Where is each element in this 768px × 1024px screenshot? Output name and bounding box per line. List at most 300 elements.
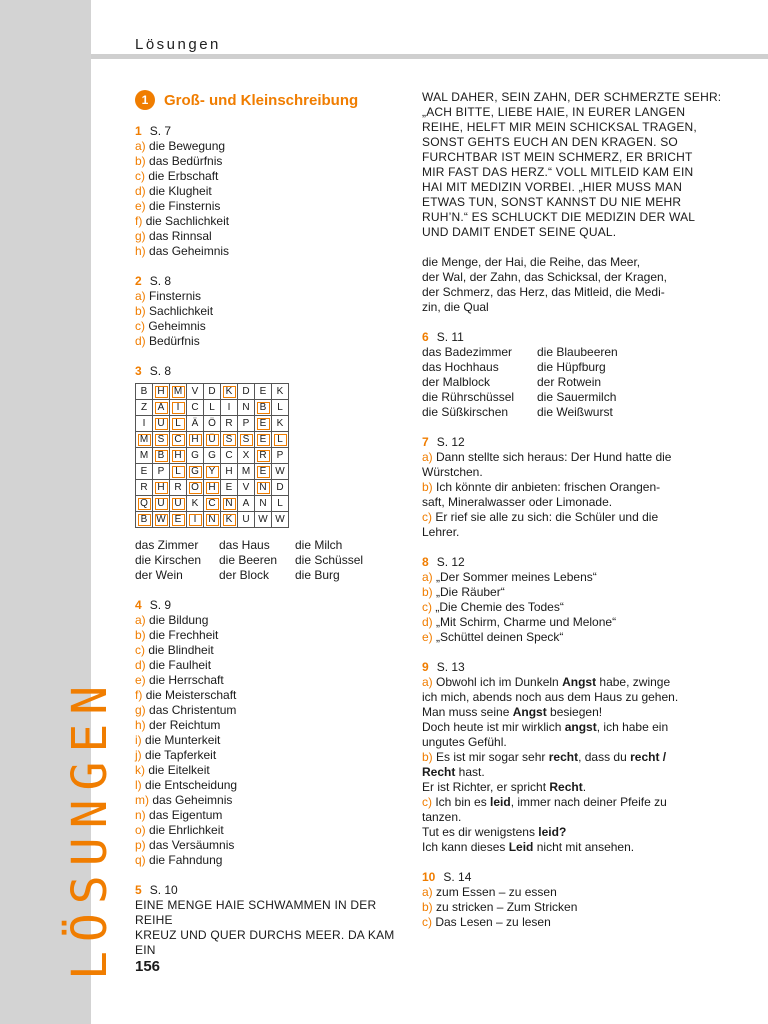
answer-item: [422, 600, 722, 615]
item-label: d): [135, 658, 146, 672]
text: Doch heute ist mir wirklich: [422, 720, 565, 734]
grid-cell: W: [272, 464, 289, 480]
exercise-number: 9: [422, 660, 429, 674]
grid-cell: R: [136, 480, 153, 496]
bold-word: Recht: [422, 765, 456, 779]
exercise-number: 4: [135, 598, 142, 612]
grid-cell: L: [272, 496, 289, 512]
grid-cell: B: [136, 512, 153, 528]
item-label: j): [135, 748, 142, 762]
item-label: e): [135, 673, 146, 687]
grid-cell: L: [272, 432, 289, 448]
grid-cell: M: [136, 432, 153, 448]
item-text: das Versäumnis: [149, 838, 235, 852]
story-line: FURCHTBAR IST MEIN SCHMERZ, ER BRICHT: [422, 150, 693, 164]
item-label: a): [422, 675, 433, 689]
page-ref: S. 8: [149, 274, 172, 288]
right-column: [422, 90, 722, 930]
grid-row: [136, 432, 289, 448]
answer-item: [135, 214, 405, 229]
exercise-1: [135, 124, 405, 259]
item-label: a): [422, 885, 433, 899]
exercise-number: 6: [422, 330, 429, 344]
grid-row: [136, 400, 289, 416]
page-ref: S. 10: [149, 883, 178, 897]
grid-cell: P: [272, 448, 289, 464]
item-text: zum Essen – zu essen: [436, 885, 557, 899]
grid-cell: W: [272, 512, 289, 528]
answer-item: [422, 630, 722, 645]
grid-cell: W: [153, 512, 170, 528]
page-number: 156: [135, 958, 161, 975]
left-column: [135, 90, 405, 958]
text-line: ungutes Gefühl.: [422, 735, 507, 749]
grid-cell: P: [153, 464, 170, 480]
grid-cell: K: [272, 416, 289, 432]
grid-cell: I: [170, 400, 187, 416]
item-text: der Reichtum: [149, 718, 221, 732]
answer-item: [135, 643, 405, 658]
grid-cell: V: [238, 480, 255, 496]
exercise-5-story-continued: [422, 90, 722, 240]
item-label: q): [135, 853, 146, 867]
exercise-2: [135, 274, 405, 349]
answer-item: [135, 184, 405, 199]
grid-cell: N: [255, 496, 272, 512]
item-text: die Ehrlichkeit: [149, 823, 224, 837]
page-ref: S. 8: [149, 364, 172, 378]
solution-word: das Zimmer: [135, 538, 199, 552]
grid-cell: A: [153, 400, 170, 416]
grid-cell: X: [238, 448, 255, 464]
grid-cell: N: [204, 512, 221, 528]
exercise-7: [422, 435, 722, 540]
grid-cell: L: [170, 416, 187, 432]
story-line: SONST GEHTS EUCH AN DEN KRAGEN. SO: [422, 135, 678, 149]
answer-item: [135, 808, 405, 823]
text: habe, zwinge: [596, 675, 671, 689]
grid-cell: Q: [136, 496, 153, 512]
item-label: g): [135, 703, 146, 717]
text: hast.: [455, 765, 485, 779]
bold-word: Angst: [512, 705, 547, 719]
grid-cell: I: [221, 400, 238, 416]
exercise-number: 10: [422, 870, 436, 884]
grid-cell: O: [187, 480, 204, 496]
page-ref: S. 9: [149, 598, 172, 612]
noun-line: der Schmerz, das Herz, das Mitleid, die Medi-: [422, 285, 665, 299]
grid-cell: M: [170, 384, 187, 400]
text: Tut es dir wenigstens: [422, 825, 539, 839]
answer-item: [135, 139, 405, 154]
grid-cell: G: [204, 448, 221, 464]
item-label: c): [422, 795, 432, 809]
answer-item: [422, 915, 722, 930]
item-label: g): [135, 229, 146, 243]
answer-item: [135, 229, 405, 244]
item-label: b): [422, 585, 433, 599]
grid-cell: B: [255, 400, 272, 416]
grid-cell: L: [272, 400, 289, 416]
grid-cell: B: [136, 384, 153, 400]
item-label: f): [135, 214, 143, 228]
item-label: d): [422, 615, 433, 629]
answer-item: [135, 748, 405, 763]
section-title: Groß- und Kleinschreibung: [164, 91, 359, 109]
item-text: die Faulheit: [149, 658, 212, 672]
answer-item: [135, 793, 405, 808]
grid-cell: C: [187, 400, 204, 416]
grid-cell: L: [170, 464, 187, 480]
noun-line: zin, die Qual: [422, 300, 489, 314]
exercise-number: 7: [422, 435, 429, 449]
item-text: die Sachlichkeit: [145, 214, 230, 228]
exercise-number: 3: [135, 364, 142, 378]
compound-word: die Rührschüssel: [422, 390, 515, 404]
story-line: WAL DAHER, SEIN ZAHN, DER SCHMERZTE SEHR:: [422, 90, 722, 104]
grid-cell: Ü: [204, 432, 221, 448]
item-text: die Bewegung: [149, 139, 226, 153]
item-text: die Fahndung: [149, 853, 223, 867]
answer-item: [135, 733, 405, 748]
word-search-grid: [135, 383, 289, 528]
answer-item: [422, 570, 722, 585]
item-text: die Bildung: [149, 613, 209, 627]
item-text: Das Lesen – zu lesen: [435, 915, 551, 929]
exercise-5-nouns: [422, 255, 722, 315]
item-text: „Mit Schirm, Charme und Melone“: [436, 615, 617, 629]
grid-cell: I: [187, 512, 204, 528]
grid-cell: C: [170, 432, 187, 448]
grid-cell: U: [153, 416, 170, 432]
grid-row: [136, 480, 289, 496]
answer-item: [135, 169, 405, 184]
bold-word: recht: [548, 750, 579, 764]
exercise-6: [422, 330, 722, 420]
sidebar: [0, 0, 118, 1024]
exercise-4: [135, 598, 405, 868]
story-line: HAI MIT MEDIZIN VORBEI. „HIER MUSS MAN: [422, 180, 683, 194]
answer-line: saft, Mineralwasser oder Limonade.: [422, 495, 613, 509]
exercise-number: 5: [135, 883, 142, 897]
item-text: die Munterkeit: [145, 733, 221, 747]
item-text: das Eigentum: [149, 808, 223, 822]
grid-cell: S: [221, 432, 238, 448]
item-text: zu stricken – Zum Stricken: [436, 900, 578, 914]
answer-item: [135, 289, 405, 304]
grid-cell: C: [221, 448, 238, 464]
noun-line: die Menge, der Hai, die Reihe, das Meer,: [422, 255, 641, 269]
item-text: Finsternis: [149, 289, 202, 303]
solution-word: die Milch: [295, 538, 343, 552]
solution-word: die Burg: [295, 568, 340, 582]
story-line: RUH’N.“ ES SCHLUCKT DIE MEDIZIN DER WAL: [422, 210, 696, 224]
answer-item: [135, 838, 405, 853]
grid-cell: M: [238, 464, 255, 480]
story-line: REIHE, HELFT MIR MEIN SCHICKSAL TRAGEN,: [422, 120, 697, 134]
answer-item: [135, 334, 405, 349]
answer-item: [135, 199, 405, 214]
grid-cell: E: [221, 480, 238, 496]
answer-item: [135, 823, 405, 838]
exercise-8: [422, 555, 722, 645]
answer-item: [135, 703, 405, 718]
noun-line: der Wal, der Zahn, das Schicksal, der Kragen,: [422, 270, 668, 284]
item-text: die Meisterschaft: [145, 688, 237, 702]
text-line: ich mich, abends noch aus dem Haus zu gehen.: [422, 690, 679, 704]
story-line: ETWAS TUN, SONST KANNST DU NIE MEHR: [422, 195, 682, 209]
solution-word: der Block: [219, 568, 270, 582]
item-label: a): [135, 289, 146, 303]
exercise-number: 8: [422, 555, 429, 569]
item-label: d): [135, 334, 146, 348]
grid-cell: K: [221, 512, 238, 528]
compound-word: die Weißwurst: [537, 405, 613, 419]
grid-row: [136, 416, 289, 432]
item-label: f): [135, 688, 143, 702]
exercise-9-c: [422, 795, 722, 855]
text: nicht mit ansehen.: [533, 840, 635, 854]
grid-cell: H: [153, 480, 170, 496]
item-text: die Herrschaft: [149, 673, 224, 687]
solution-word: die Beeren: [219, 553, 278, 567]
grid-row: [136, 464, 289, 480]
item-label: i): [135, 733, 142, 747]
exercise-9-b: [422, 750, 722, 795]
compound-word: die Blaubeeren: [537, 345, 618, 359]
section-heading: [135, 90, 405, 110]
grid-cell: L: [204, 400, 221, 416]
item-label: c): [422, 915, 432, 929]
grid-cell: E: [255, 384, 272, 400]
answer-item: [135, 778, 405, 793]
item-text: die Entscheidung: [145, 778, 238, 792]
grid-cell: S: [238, 432, 255, 448]
item-text: die Klugheit: [149, 184, 212, 198]
answer-item: [135, 613, 405, 628]
bold-word: leid: [490, 795, 511, 809]
item-label: a): [422, 570, 433, 584]
compound-word: das Hochhaus: [422, 360, 499, 374]
item-label: b): [422, 480, 433, 494]
grid-cell: E: [255, 416, 272, 432]
exercise-9-a: [422, 675, 722, 750]
item-label: k): [135, 763, 145, 777]
story-line: KREUZ UND QUER DURCHS MEER. DA KAM EIN: [135, 928, 395, 957]
grid-cell: H: [204, 480, 221, 496]
item-label: a): [135, 613, 146, 627]
answer-item: [135, 628, 405, 643]
grid-row: [136, 512, 289, 528]
grid-cell: E: [136, 464, 153, 480]
grid-cell: E: [255, 432, 272, 448]
page-ref: S. 7: [149, 124, 172, 138]
page-ref: S. 12: [436, 555, 465, 569]
page-ref: S. 13: [436, 660, 465, 674]
item-text: das Geheimnis: [149, 244, 230, 258]
item-text: Geheimnis: [148, 319, 206, 333]
story-line: EINE MENGE HAIE SCHWAMMEN IN DER REIHE: [135, 898, 377, 927]
page-ref: S. 14: [443, 870, 472, 884]
answer-item: [422, 900, 722, 915]
grid-cell: G: [187, 448, 204, 464]
compound-word: der Malblock: [422, 375, 491, 389]
text: , immer nach deiner Pfeife zu: [510, 795, 667, 809]
item-label: a): [135, 139, 146, 153]
text: Man muss seine: [422, 705, 513, 719]
item-text: die Tapferkeit: [145, 748, 217, 762]
answer-line: [422, 480, 722, 495]
item-label: e): [135, 199, 146, 213]
compound-word: das Badezimmer: [422, 345, 513, 359]
item-label: c): [135, 319, 145, 333]
story-line: MIR FAST DAS HERZ.“ VOLL MITLEID KAM EIN: [422, 165, 694, 179]
grid-cell: S: [153, 432, 170, 448]
answer-item: [135, 244, 405, 259]
answer-item: [135, 853, 405, 868]
grid-cell: C: [204, 496, 221, 512]
grid-cell: W: [255, 512, 272, 528]
story-line: UND DAMIT ENDET SEINE QUAL.: [422, 225, 617, 239]
answer-item: [422, 615, 722, 630]
exercise-number: 2: [135, 274, 142, 288]
item-text: „Schüttel deinen Speck“: [436, 630, 564, 644]
grid-cell: D: [238, 384, 255, 400]
solution-word: das Haus: [219, 538, 270, 552]
answer-line: Würstchen.: [422, 465, 483, 479]
answer-item: [135, 154, 405, 169]
item-text: Ich könnte dir anbieten: frischen Orangen-: [436, 480, 661, 494]
text: .: [582, 780, 587, 794]
grid-cell: H: [153, 384, 170, 400]
item-label: l): [135, 778, 142, 792]
item-label: o): [135, 823, 146, 837]
item-label: c): [422, 600, 432, 614]
grid-cell: P: [238, 416, 255, 432]
exercise-10: [422, 870, 722, 930]
item-text: die Erbschaft: [148, 169, 219, 183]
solution-word: die Kirschen: [135, 553, 202, 567]
compound-word: die Hüpfburg: [537, 360, 606, 374]
item-label: b): [135, 304, 146, 318]
item-text: „Der Sommer meines Lebens“: [436, 570, 597, 584]
exercise-9: [422, 660, 722, 855]
text: , dass du: [578, 750, 631, 764]
item-text: „Die Räuber“: [436, 585, 505, 599]
answer-line: [422, 450, 722, 465]
answer-item: [135, 304, 405, 319]
compound-word: der Rotwein: [537, 375, 602, 389]
text: Es ist mir sogar sehr: [436, 750, 549, 764]
item-text: Sachlichkeit: [149, 304, 214, 318]
grid-cell: Ö: [204, 416, 221, 432]
grid-cell: D: [272, 480, 289, 496]
bold-word: Angst: [562, 675, 597, 689]
grid-row: [136, 496, 289, 512]
item-text: Dann stellte sich heraus: Der Hund hatte die: [436, 450, 672, 464]
text: Obwohl ich im Dunkeln: [436, 675, 563, 689]
compound-word: die Süßkirschen: [422, 405, 509, 419]
grid-cell: M: [136, 448, 153, 464]
page-header-title: Lösungen: [135, 36, 221, 53]
grid-cell: U: [238, 512, 255, 528]
grid-cell: E: [255, 464, 272, 480]
grid-cell: N: [238, 400, 255, 416]
item-text: das Rinnsal: [149, 229, 212, 243]
item-label: b): [422, 900, 433, 914]
text: besiegen!: [546, 705, 603, 719]
grid-cell: A: [238, 496, 255, 512]
item-label: p): [135, 838, 146, 852]
answer-line: [422, 510, 722, 525]
item-text: die Eitelkeit: [148, 763, 210, 777]
item-text: Er rief sie alle zu sich: die Schüler und die: [435, 510, 659, 524]
grid-cell: Ä: [187, 416, 204, 432]
item-text: „Die Chemie des Todes“: [435, 600, 564, 614]
item-text: das Bedürfnis: [149, 154, 223, 168]
word-search-solutions: [135, 538, 405, 583]
page-ref: S. 11: [436, 330, 464, 344]
grid-cell: N: [221, 496, 238, 512]
sidebar-vertical-title: LÖSUNGEN: [62, 676, 118, 980]
text: , ich habe ein: [596, 720, 669, 734]
grid-cell: G: [187, 464, 204, 480]
item-label: h): [135, 244, 146, 258]
bold-word: Recht: [549, 780, 583, 794]
item-label: e): [422, 630, 433, 644]
grid-cell: V: [187, 384, 204, 400]
grid-cell: U: [153, 496, 170, 512]
grid-cell: K: [221, 384, 238, 400]
grid-cell: R: [221, 416, 238, 432]
answer-item: [135, 658, 405, 673]
answer-item: [135, 688, 405, 703]
answer-item: [422, 885, 722, 900]
grid-cell: K: [187, 496, 204, 512]
item-text: die Frechheit: [149, 628, 219, 642]
grid-row: [136, 384, 289, 400]
exercise-number: 1: [135, 124, 142, 138]
page-ref: S. 12: [436, 435, 465, 449]
item-label: n): [135, 808, 146, 822]
item-label: b): [135, 628, 146, 642]
bold-word: leid?: [538, 825, 567, 839]
grid-cell: Y: [204, 464, 221, 480]
item-label: a): [422, 450, 433, 464]
grid-cell: R: [170, 480, 187, 496]
text: Er ist Richter, er spricht: [422, 780, 550, 794]
grid-cell: E: [170, 512, 187, 528]
text-line: tanzen.: [422, 810, 462, 824]
grid-cell: N: [255, 480, 272, 496]
item-text: die Blindheit: [148, 643, 214, 657]
solution-word: der Wein: [135, 568, 183, 582]
item-text: die Finsternis: [149, 199, 221, 213]
item-text: das Geheimnis: [152, 793, 233, 807]
answer-item: [422, 585, 722, 600]
grid-cell: R: [255, 448, 272, 464]
grid-cell: I: [136, 416, 153, 432]
grid-cell: H: [187, 432, 204, 448]
item-label: d): [135, 184, 146, 198]
grid-cell: Z: [136, 400, 153, 416]
item-label: b): [422, 750, 433, 764]
item-label: b): [135, 154, 146, 168]
solution-word: die Schüssel: [295, 553, 364, 567]
bold-word: angst: [564, 720, 597, 734]
item-label: c): [135, 643, 145, 657]
item-label: c): [135, 169, 145, 183]
